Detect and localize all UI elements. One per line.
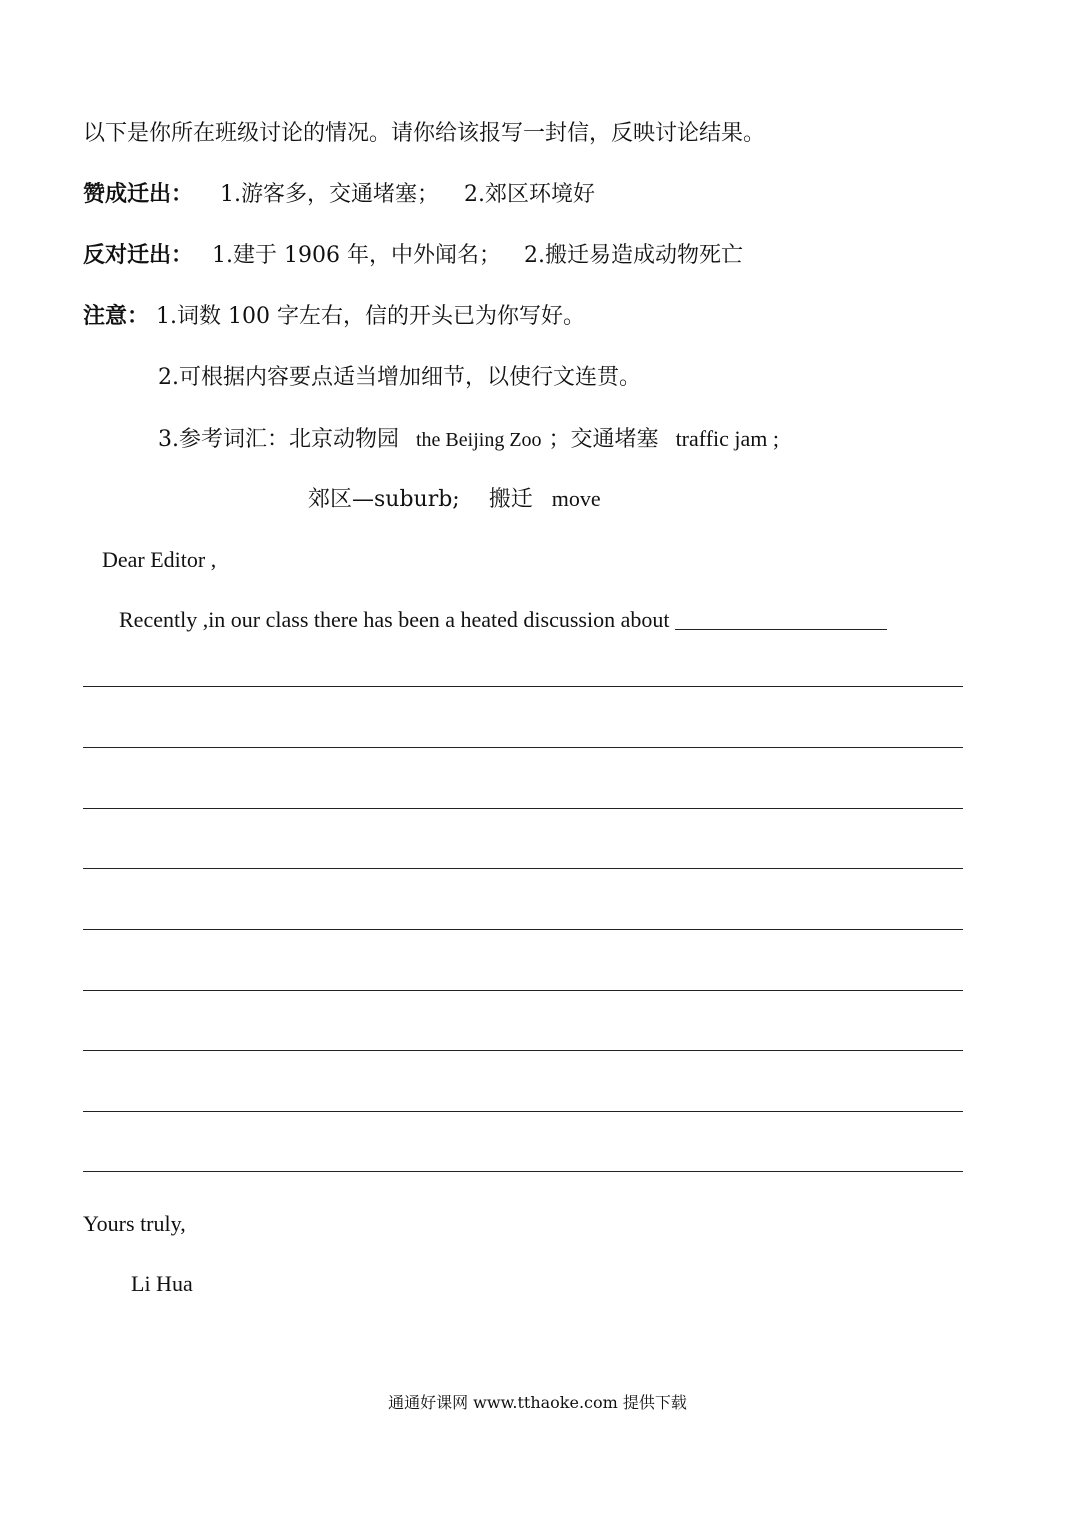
vocab-zoo: the Beijing Zoo [416,429,542,451]
answer-line-5[interactable] [83,929,963,930]
oppose-point-2: 2.搬迁易造成动物死亡 [523,243,743,268]
answer-blank-inline[interactable] [675,629,887,630]
answer-line-7[interactable] [83,1050,963,1051]
answer-line-2[interactable] [83,747,963,748]
support-row [83,180,595,210]
instruction-text: 以下是你所在班级讨论的情况。请你给该报写一封信，反映讨论结果。 [83,121,766,146]
letter-salutation: Dear Editor , [102,547,217,572]
notes-row [83,302,585,332]
letter-opening-row [119,605,887,635]
vocab-move-en: move [551,486,601,511]
answer-line-9[interactable] [83,1171,963,1172]
answer-line-1[interactable] [83,686,963,687]
page-footer: 通通好课网 www.tthaoke.com 提供下载 [388,1393,687,1412]
notes-item-2: 2.可根据内容要点适当增加细节，以使行文连贯。 [158,365,641,390]
notes-label: 注意： [83,304,150,329]
letter-opening: Recently ,in our class there has been a heated discussion about [119,607,670,632]
answer-line-8[interactable] [83,1111,963,1112]
support-label: 赞成迁出： [83,182,194,207]
notes-item-1: 1.词数 100 字左右，信的开头已为你写好。 [156,304,585,329]
vocab-traffic: traffic jam ; [675,426,779,451]
notes-item-3 [158,424,779,455]
answer-line-3[interactable] [83,808,963,809]
oppose-label: 反对迁出： [83,243,194,268]
oppose-row [83,241,743,271]
notes-item-3-continued [308,484,601,515]
vocab-move-cn: 搬迁 [488,487,533,512]
support-point-2: 2.郊区环境好 [464,182,596,207]
vocab-sep: ；交通堵塞 [548,427,659,452]
letter-closing: Yours truly, [83,1211,186,1236]
support-point-1: 1.游客多，交通堵塞； [220,182,440,207]
letter-signature: Li Hua [131,1271,193,1296]
oppose-point-1: 1.建于 1906 年，中外闻名； [212,243,501,268]
answer-line-6[interactable] [83,990,963,991]
vocab-prefix: 3.参考词汇：北京动物园 [158,427,399,452]
vocab-suburb: 郊区—suburb; [308,487,460,512]
answer-line-4[interactable] [83,868,963,869]
